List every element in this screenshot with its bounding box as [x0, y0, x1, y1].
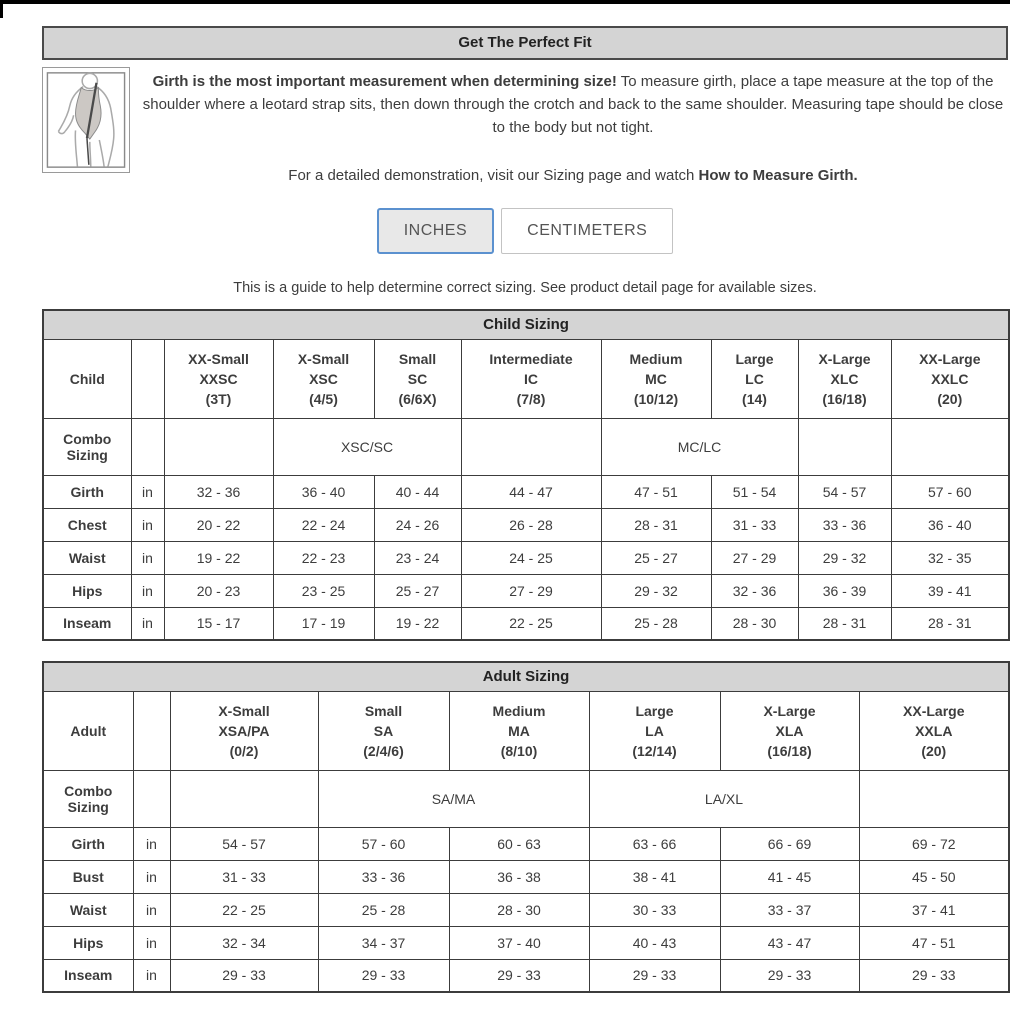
unit-cell — [133, 770, 170, 827]
size-column-header-line: Medium — [492, 702, 546, 719]
size-column-header-line: (16/18) — [767, 742, 812, 759]
size-column-header-line: XX-Large — [903, 702, 965, 719]
measurement-row-label: Inseam — [43, 959, 133, 992]
measurement-row — [43, 574, 1009, 607]
range-cell: 34 - 37 — [318, 926, 449, 959]
size-column-header-line: Large — [635, 702, 674, 719]
range-cell: 15 - 17 — [164, 607, 273, 640]
leotard-diagram-image — [42, 67, 130, 173]
range-cell: 25 - 27 — [601, 541, 711, 574]
range-cell: 47 - 51 — [601, 475, 711, 508]
range-cell: 32 - 36 — [711, 574, 798, 607]
size-column-header-line: (16/18) — [822, 390, 867, 407]
combo-cell — [891, 418, 1009, 475]
sizing-guide-page — [42, 0, 1008, 993]
size-column-header — [711, 339, 798, 418]
unit-cell: in — [133, 893, 170, 926]
size-column-header-line: (4/5) — [309, 390, 338, 407]
range-cell: 22 - 24 — [273, 508, 374, 541]
range-cell: 20 - 22 — [164, 508, 273, 541]
range-cell: 29 - 32 — [798, 541, 891, 574]
size-column-header — [720, 691, 859, 770]
size-column-header — [273, 339, 374, 418]
range-cell: 23 - 24 — [374, 541, 461, 574]
range-cell: 17 - 19 — [273, 607, 374, 640]
size-column-header-line: (14) — [742, 390, 767, 407]
size-column-header-line: XXSC — [199, 370, 238, 387]
size-column-header-line: IC — [524, 370, 538, 387]
girth-instructions-rest: To measure girth, place a tape measure at the top of the shoulder where a leotard strap sits, then down through the crotch and back to the same shoulder. Measuring tape should be close to the body but not tight. — [142, 73, 1004, 136]
unit-column-header — [133, 691, 170, 770]
sizing-guide-note: This is a guide to help determine correct sizing. See product detail page for available sizes. — [233, 280, 817, 296]
combo-cell — [461, 418, 601, 475]
combo-cell: MC/LC — [601, 418, 798, 475]
range-cell: 31 - 33 — [711, 508, 798, 541]
combo-cell: SA/MA — [318, 770, 589, 827]
size-column-header-line: X-Small — [297, 350, 350, 367]
combo-cell: LA/XL — [589, 770, 859, 827]
size-column-header-line: (20) — [921, 742, 947, 759]
range-cell: 69 - 72 — [859, 827, 1009, 860]
size-column-header-line: X-Large — [818, 350, 871, 367]
range-cell: 29 - 32 — [601, 574, 711, 607]
size-column-header-line: XX-Small — [188, 350, 249, 367]
range-cell: 43 - 47 — [720, 926, 859, 959]
measurement-row-label: Hips — [43, 926, 133, 959]
size-column-header-line: MC — [645, 370, 667, 387]
size-column-header-line: XLA — [775, 722, 804, 739]
size-column-header-line: X-Large — [763, 702, 816, 719]
unit-cell: in — [131, 541, 164, 574]
size-column-header-line: SC — [407, 370, 428, 387]
combo-row-label: Combo Sizing — [43, 770, 133, 827]
combo-cell — [170, 770, 318, 827]
range-cell: 29 - 33 — [859, 959, 1009, 992]
size-column-header-line: Large — [735, 350, 774, 367]
range-cell: 31 - 33 — [170, 860, 318, 893]
size-column-header — [891, 339, 1009, 418]
demo-instructions-text: For a detailed demonstration, visit our Sizing page and watch — [288, 167, 699, 184]
range-cell: 29 - 33 — [170, 959, 318, 992]
range-cell: 29 - 33 — [449, 959, 589, 992]
size-column-header-line: XLC — [830, 370, 859, 387]
measurement-row — [43, 860, 1009, 893]
range-cell: 29 - 33 — [720, 959, 859, 992]
measurement-row — [43, 893, 1009, 926]
demo-instructions-bold: How to Measure Girth. — [698, 167, 858, 184]
measurement-row — [43, 508, 1009, 541]
page-title-text: Get The Perfect Fit — [458, 34, 592, 51]
table-corner-label: Child — [43, 339, 131, 418]
measurement-row — [43, 926, 1009, 959]
unit-cell: in — [131, 475, 164, 508]
measurement-row — [43, 607, 1009, 640]
size-column-header-line: XSC — [309, 370, 338, 387]
combo-cell — [859, 770, 1009, 827]
range-cell: 28 - 31 — [891, 607, 1009, 640]
range-cell: 33 - 36 — [318, 860, 449, 893]
range-cell: 60 - 63 — [449, 827, 589, 860]
range-cell: 36 - 38 — [449, 860, 589, 893]
range-cell: 44 - 47 — [461, 475, 601, 508]
size-column-header-line: XXLC — [931, 370, 969, 387]
range-cell: 24 - 26 — [374, 508, 461, 541]
girth-instructions — [140, 70, 1006, 139]
range-cell: 45 - 50 — [859, 860, 1009, 893]
size-column-header-line: Small — [364, 702, 403, 719]
range-cell: 47 - 51 — [859, 926, 1009, 959]
unit-cell: in — [131, 607, 164, 640]
range-cell: 27 - 29 — [461, 574, 601, 607]
measurement-row — [43, 475, 1009, 508]
measurement-row — [43, 827, 1009, 860]
measurement-row-label: Girth — [43, 827, 133, 860]
page-title — [42, 26, 1008, 60]
range-cell: 25 - 27 — [374, 574, 461, 607]
range-cell: 54 - 57 — [798, 475, 891, 508]
range-cell: 36 - 40 — [273, 475, 374, 508]
range-cell: 24 - 25 — [461, 541, 601, 574]
range-cell: 28 - 31 — [798, 607, 891, 640]
range-cell: 33 - 36 — [798, 508, 891, 541]
inches-button[interactable]: INCHES — [377, 208, 494, 254]
range-cell: 19 - 22 — [164, 541, 273, 574]
unit-column-header — [131, 339, 164, 418]
table-corner-label: Adult — [43, 691, 133, 770]
range-cell: 22 - 23 — [273, 541, 374, 574]
size-column-header — [164, 339, 273, 418]
adult-sizing-table — [42, 661, 1010, 993]
range-cell: 28 - 30 — [711, 607, 798, 640]
measurement-row-label: Waist — [43, 893, 133, 926]
combo-cell: XSC/SC — [273, 418, 461, 475]
range-cell: 29 - 33 — [318, 959, 449, 992]
range-cell: 22 - 25 — [170, 893, 318, 926]
range-cell: 36 - 39 — [798, 574, 891, 607]
range-cell: 40 - 44 — [374, 475, 461, 508]
size-column-header — [589, 691, 720, 770]
table-title: Child Sizing — [43, 310, 1009, 339]
leotard-figure-icon — [46, 71, 126, 169]
combo-cell — [798, 418, 891, 475]
size-column-header-line: Small — [398, 350, 437, 367]
size-column-header-line: (8/10) — [500, 742, 538, 759]
size-column-header-line: LC — [745, 370, 764, 387]
unit-cell: in — [131, 508, 164, 541]
unit-cell — [131, 418, 164, 475]
size-column-header-line: XSA/PA — [218, 722, 270, 739]
size-column-header-line: (2/4/6) — [363, 742, 404, 759]
range-cell: 32 - 36 — [164, 475, 273, 508]
measurement-row-label: Bust — [43, 860, 133, 893]
unit-cell: in — [133, 926, 170, 959]
size-column-header — [170, 691, 318, 770]
range-cell: 30 - 33 — [589, 893, 720, 926]
size-column-header-line: Medium — [629, 350, 683, 367]
range-cell: 36 - 40 — [891, 508, 1009, 541]
unit-toggle — [42, 208, 1008, 254]
range-cell: 37 - 41 — [859, 893, 1009, 926]
range-cell: 40 - 43 — [589, 926, 720, 959]
centimeters-button[interactable]: CENTIMETERS — [501, 208, 673, 254]
measurement-row-label: Hips — [43, 574, 131, 607]
unit-cell: in — [131, 574, 164, 607]
intro-section — [42, 67, 1008, 186]
size-column-header-line: XXLA — [915, 722, 953, 739]
range-cell: 51 - 54 — [711, 475, 798, 508]
measurement-row-label: Girth — [43, 475, 131, 508]
measurement-row — [43, 541, 1009, 574]
range-cell: 32 - 35 — [891, 541, 1009, 574]
girth-instructions-bold: Girth is the most important measurement when determining size! — [152, 73, 617, 90]
combo-row-label: Combo Sizing — [43, 418, 131, 475]
size-column-header-line: LA — [645, 722, 664, 739]
size-column-header — [601, 339, 711, 418]
range-cell: 20 - 23 — [164, 574, 273, 607]
unit-cell: in — [133, 860, 170, 893]
page-frame-left-border — [0, 0, 3, 18]
size-column-header-line: MA — [508, 722, 530, 739]
size-column-header-line: Intermediate — [489, 350, 573, 367]
range-cell: 32 - 34 — [170, 926, 318, 959]
size-column-header-line: (7/8) — [516, 390, 546, 407]
measurement-row-label: Waist — [43, 541, 131, 574]
range-cell: 25 - 28 — [318, 893, 449, 926]
range-cell: 29 - 33 — [589, 959, 720, 992]
size-column-header — [449, 691, 589, 770]
range-cell: 41 - 45 — [720, 860, 859, 893]
unit-cell: in — [133, 827, 170, 860]
size-column-header — [859, 691, 1009, 770]
size-column-header — [374, 339, 461, 418]
intro-text-block — [130, 67, 1008, 186]
range-cell: 37 - 40 — [449, 926, 589, 959]
range-cell: 22 - 25 — [461, 607, 601, 640]
range-cell: 25 - 28 — [601, 607, 711, 640]
size-column-header — [318, 691, 449, 770]
size-column-header-line: XX-Large — [919, 350, 981, 367]
size-column-header-line: (3T) — [205, 390, 232, 407]
range-cell: 54 - 57 — [170, 827, 318, 860]
size-column-header-line: (20) — [937, 390, 963, 407]
range-cell: 27 - 29 — [711, 541, 798, 574]
size-column-header-line: (12/14) — [632, 742, 677, 759]
measurement-row-label: Chest — [43, 508, 131, 541]
measurement-row — [43, 959, 1009, 992]
size-column-header — [461, 339, 601, 418]
unit-cell: in — [133, 959, 170, 992]
table-title: Adult Sizing — [43, 662, 1009, 691]
child-sizing-table — [42, 309, 1010, 641]
size-column-header-line: SA — [373, 722, 394, 739]
size-column-header — [798, 339, 891, 418]
range-cell: 57 - 60 — [891, 475, 1009, 508]
range-cell: 28 - 31 — [601, 508, 711, 541]
range-cell: 63 - 66 — [589, 827, 720, 860]
range-cell: 28 - 30 — [449, 893, 589, 926]
range-cell: 33 - 37 — [720, 893, 859, 926]
range-cell: 26 - 28 — [461, 508, 601, 541]
combo-cell — [164, 418, 273, 475]
range-cell: 38 - 41 — [589, 860, 720, 893]
size-column-header-line: X-Small — [218, 702, 270, 719]
size-column-header-line: (10/12) — [633, 390, 679, 407]
range-cell: 57 - 60 — [318, 827, 449, 860]
range-cell: 19 - 22 — [374, 607, 461, 640]
range-cell: 23 - 25 — [273, 574, 374, 607]
demo-instructions — [140, 166, 1006, 186]
measurement-row-label: Inseam — [43, 607, 131, 640]
size-column-header-line: (0/2) — [229, 742, 259, 759]
size-column-header-line: (6/6X) — [398, 390, 437, 407]
range-cell: 66 - 69 — [720, 827, 859, 860]
range-cell: 39 - 41 — [891, 574, 1009, 607]
